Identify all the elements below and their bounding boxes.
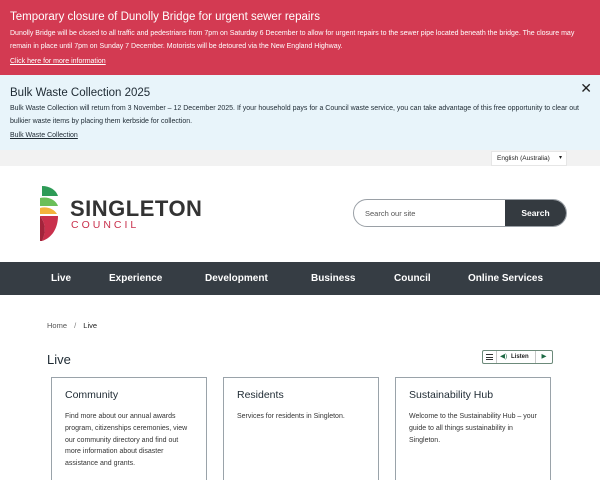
search-form [353,199,567,227]
closure-alert-banner [0,0,600,75]
menu-icon[interactable] [483,351,497,363]
card-title[interactable]: Sustainability Hub [409,389,494,401]
nav-item-experience[interactable]: Experience [109,273,163,284]
card-community[interactable] [51,377,207,480]
breadcrumb-separator: / [74,321,77,330]
bulk-waste-alert-banner [0,75,600,150]
main-navigation [0,262,600,295]
card-description: Find more about our annual awards program, citizenships ceremonies, view our community directory and find out more information about disaster assistance and grants. [65,413,188,468]
card-description: Services for residents in Singleton. [237,413,345,420]
breadcrumb [47,321,97,330]
search-input[interactable] [354,200,506,226]
card-title[interactable]: Residents [237,389,284,401]
listen-button[interactable]: Listen [511,354,529,360]
listen-widget [482,350,553,364]
breadcrumb-home-link[interactable]: Home [47,321,68,330]
breadcrumb-current: Live [83,321,98,330]
logo-wordmark: SINGLETON [70,196,203,221]
language-selected-label: English (Australia) [497,155,550,162]
council-logo-icon[interactable] [38,184,60,242]
closure-more-info-link[interactable]: Click here for more information [10,58,106,65]
nav-item-online-services[interactable]: Online Services [468,273,544,284]
closure-alert-body: Dunolly Bridge will be closed to all traffic and pedestrians from 7pm on Saturday 6 December to allow for urgent repairs to the sewer pipe located beneath the bridge. The closure may remain in place until 7pm on Sunday 7 December. Motorists will be detoured via the New England Highway. [10,30,575,50]
nav-item-business[interactable]: Business [311,273,356,284]
card-sustainability-hub[interactable] [395,377,551,480]
logo-subtitle: COUNCIL [71,219,140,231]
bulk-waste-link[interactable]: Bulk Waste Collection [10,132,78,139]
page-title: Live [47,352,71,367]
bulk-waste-alert-title: Bulk Waste Collection 2025 [10,87,151,99]
close-icon[interactable]: ✕ [580,80,592,96]
language-select[interactable] [491,151,567,166]
site-header [0,166,600,262]
search-button[interactable]: Search [505,200,566,226]
nav-item-council[interactable]: Council [394,273,431,284]
play-icon[interactable]: ▶ [535,351,552,363]
bulk-waste-alert-body: Bulk Waste Collection will return from 3 November – 12 December 2025. If your household pays for a Council waste service, you can take advantage of this free opportunity to clear out bulkier waste items by placing them kerbside for collection. [10,105,579,125]
language-bar [0,150,600,166]
speaker-icon: ◀) [500,353,508,360]
nav-item-live[interactable]: Live [51,273,72,284]
card-title[interactable]: Community [65,389,119,401]
nav-item-development[interactable]: Development [205,273,268,284]
closure-alert-title: Temporary closure of Dunolly Bridge for urgent sewer repairs [10,11,320,23]
card-description: Welcome to the Sustainability Hub – your guide to all things sustainability in Singleton. [409,413,537,444]
chevron-down-icon: ▾ [558,155,562,161]
card-residents[interactable] [223,377,379,480]
